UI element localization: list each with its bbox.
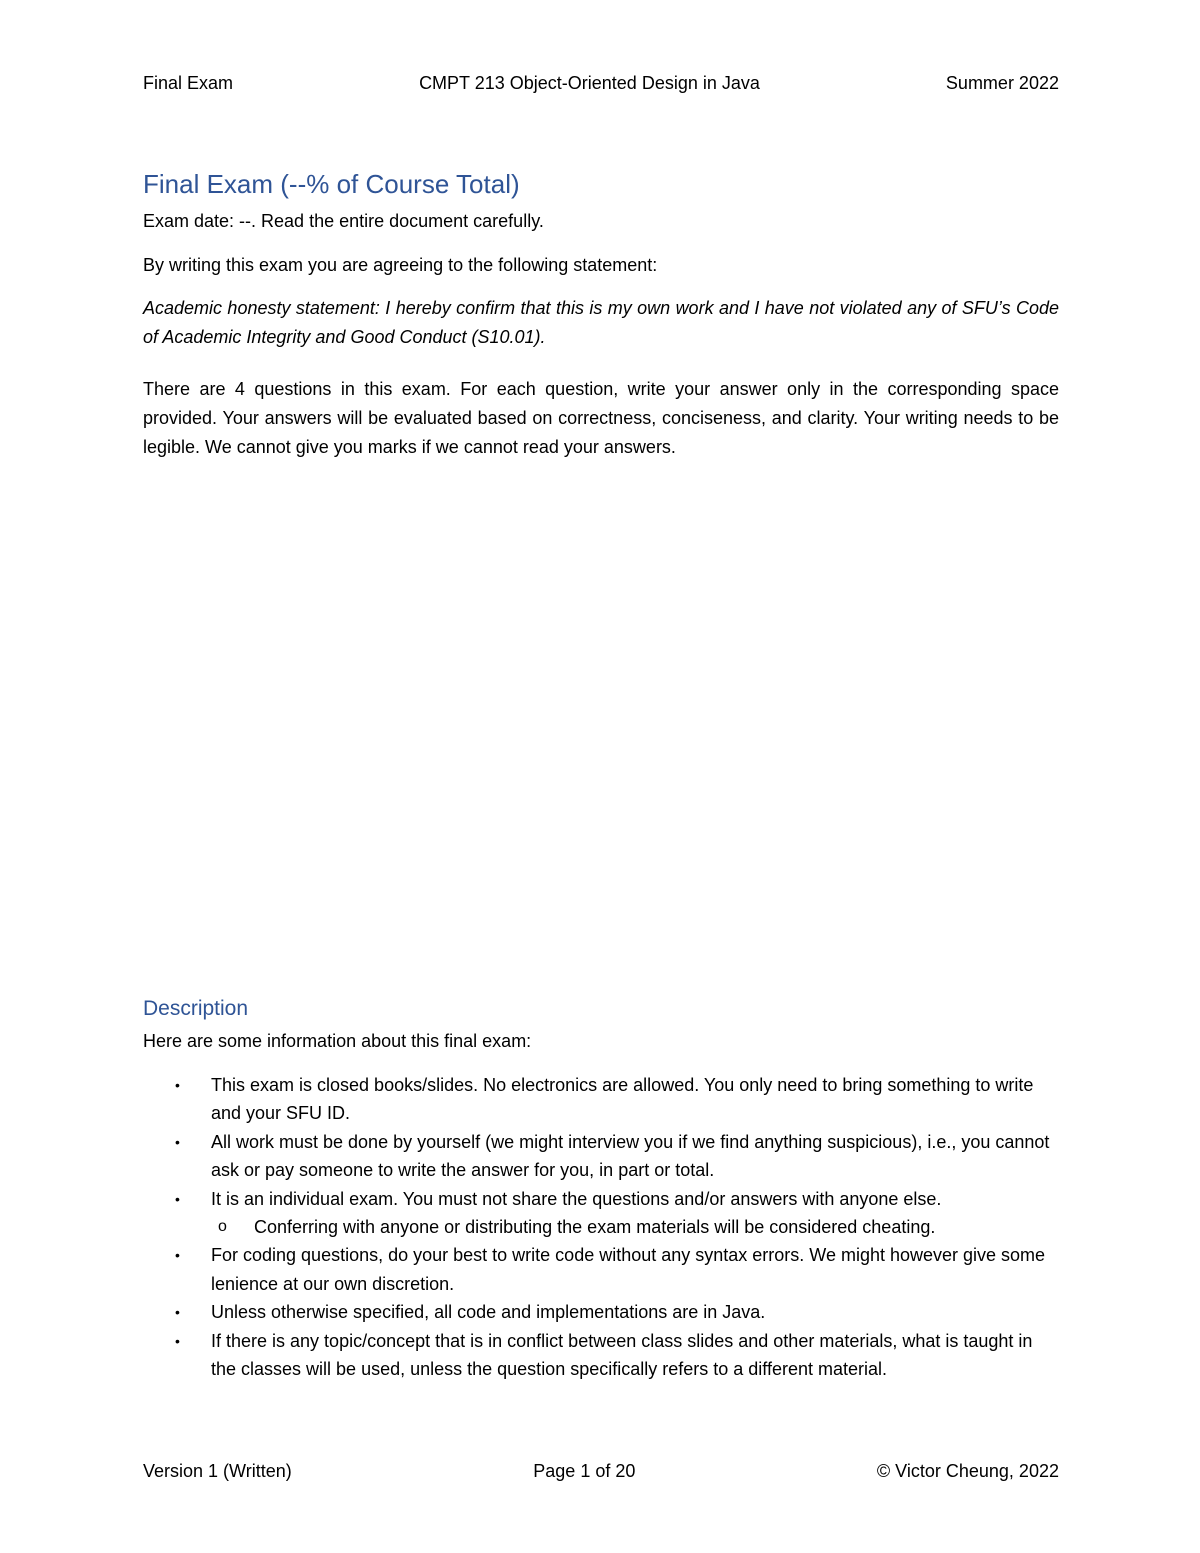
- bullet-icon: •: [175, 1332, 180, 1349]
- list-subitem: [143, 1213, 1059, 1241]
- list-item: [143, 1071, 1059, 1128]
- description-list: [143, 1071, 1059, 1383]
- header-right: Summer 2022: [945, 73, 1059, 93]
- header-center: CMPT 213 Object-Oriented Design in Java: [419, 73, 760, 93]
- list-item-text: This exam is closed books/slides. No electronics are allowed. You only need to bring something to write and your SFU ID.: [211, 1075, 1034, 1124]
- list-item-text: Unless otherwise specified, all code and implementations are in Java.: [211, 1302, 766, 1323]
- header-left: Final Exam: [143, 73, 234, 93]
- list-item: [143, 1128, 1059, 1185]
- bullet-icon: •: [175, 1304, 180, 1321]
- list-item: [143, 1185, 1059, 1213]
- page-header: [143, 73, 1059, 94]
- footer-copyright: © Victor Cheung, 2022: [876, 1461, 1059, 1481]
- bullet-icon: •: [175, 1133, 180, 1150]
- sub-bullet-icon: o: [218, 1218, 227, 1236]
- list-item-text: For coding questions, do your best to write code without any syntax errors. We might however give some lenience at our own discretion.: [211, 1245, 1046, 1294]
- list-item: [143, 1241, 1059, 1298]
- bullet-icon: •: [175, 1077, 180, 1093]
- page-footer: [143, 1461, 1059, 1482]
- agreement-intro: By writing this exam you are agreeing to the following statement:: [143, 255, 658, 275]
- footer-version: Version 1 (Written): [143, 1461, 292, 1481]
- list-item: [143, 1327, 1059, 1384]
- instructions: There are 4 questions in this exam. For each question, write your answer only in the corresponding space provided. Your answers will be evaluated based on correctness, conciseness, and clarity. Your writing needs to be legible. We cannot give you marks if we cannot read your answers.: [143, 379, 1059, 457]
- footer-page-number: Page 1 of 20: [533, 1461, 636, 1481]
- list-item-text: Conferring with anyone or distributing the exam materials will be considered cheating.: [254, 1217, 936, 1238]
- description-heading: Description: [143, 997, 249, 1020]
- list-item-text: All work must be done by yourself (we might interview you if we find anything suspicious), i.e., you cannot ask or pay someone to write the answer for you, in part or total.: [211, 1131, 1050, 1181]
- bullet-icon: •: [175, 1190, 180, 1207]
- description-intro: Here are some information about this final exam:: [143, 1031, 532, 1051]
- honesty-statement: Academic honesty statement: I hereby confirm that this is my own work and I have not violated any of SFU’s Code of Academic Integrity and Good Conduct (S10.01).: [143, 298, 1059, 347]
- bullet-icon: •: [175, 1247, 180, 1264]
- page-title: Final Exam (--% of Course Total): [143, 169, 520, 199]
- list-item-text: If there is any topic/concept that is in conflict between class slides and other materials, what is taught in the classes will be used, unless the question specifically refers to a different material.: [211, 1330, 1033, 1380]
- list-item: [143, 1298, 1059, 1326]
- list-item-text: It is an individual exam. You must not share the questions and/or answers with anyone else.: [211, 1188, 942, 1209]
- exam-date: Exam date: --. Read the entire document carefully.: [143, 211, 544, 231]
